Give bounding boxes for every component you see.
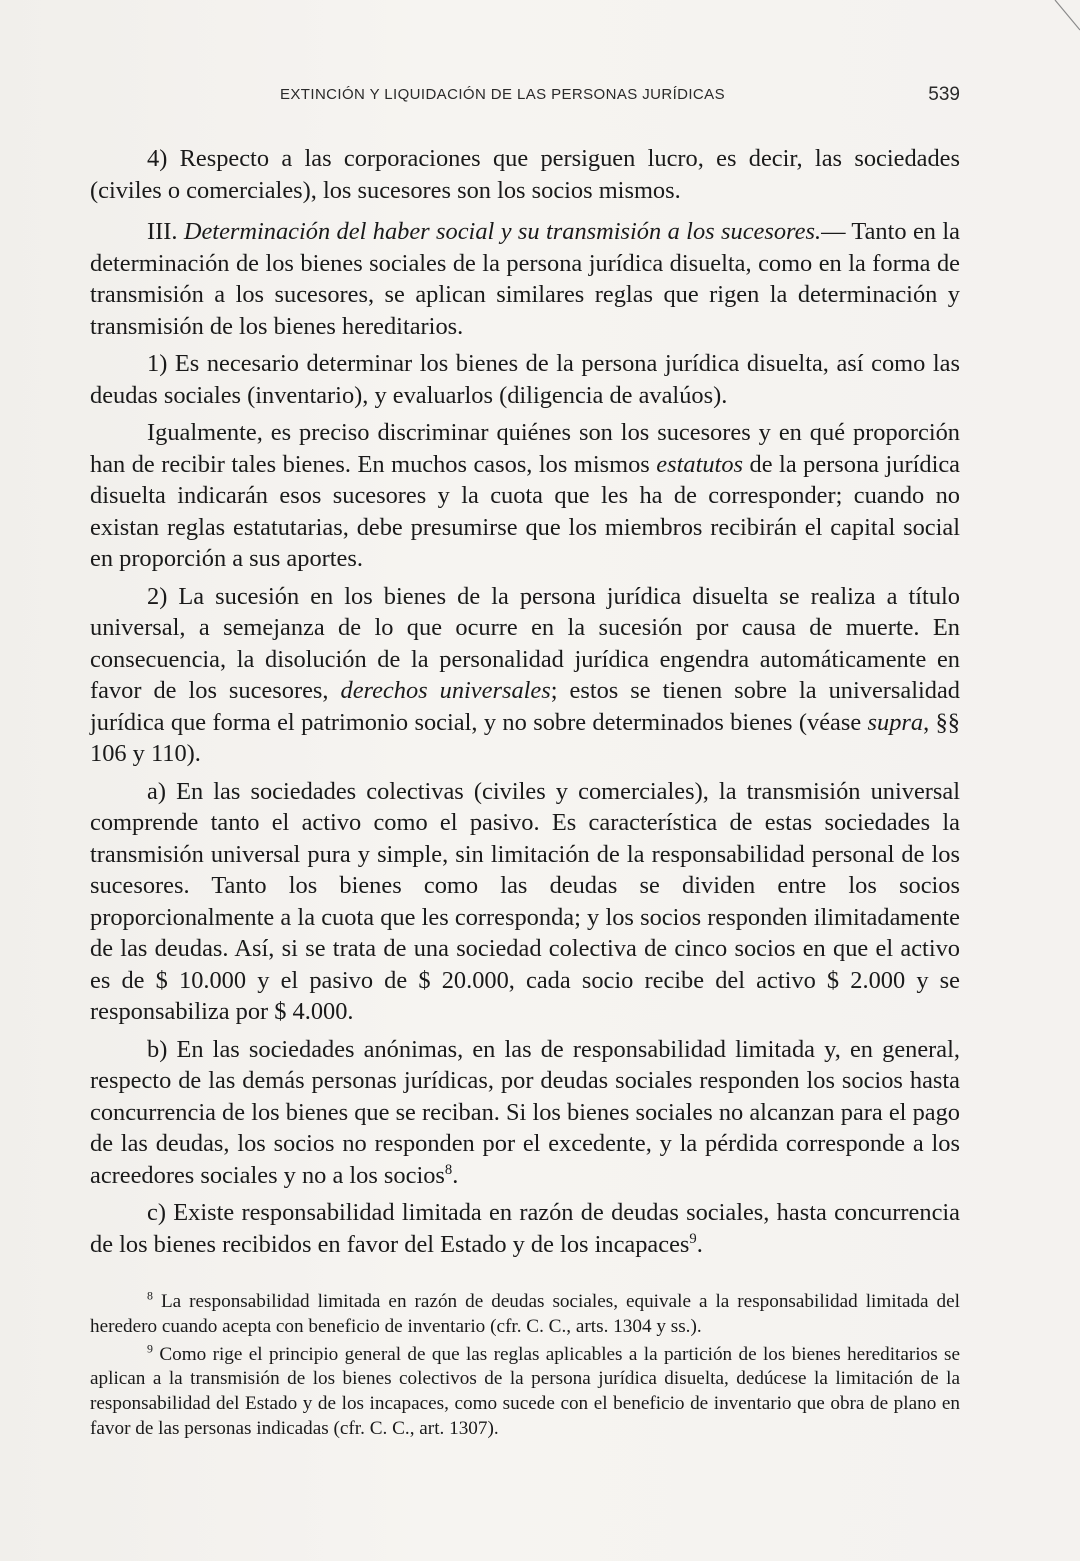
footnote-ref-8: 8 — [444, 1161, 453, 1178]
paragraph-1-inventory: 1) Es necesario determinar los bienes de la persona jurídica disuelta, así como las deudas sociales (inventario), y evaluarlos (diligencia de avalúos). — [90, 350, 960, 409]
section-iii-title: Determinación del haber social y su transmisión a los sucesores. — [183, 218, 822, 245]
paragraph-b-limited-societies: b) En las sociedades anónimas, en las de responsabilidad limitada y, en general, respecto de las demás personas jurídicas, por deudas sociales responden los socios hasta concurrencia de los bienes que se reciban. Si los bienes sociales no alcanzan para el pago de las deudas, los socios no responden por el excedente, y la pérdida corresponde a los acreedores sociales y no a los socios$^8$. — [90, 1035, 960, 1189]
page-header — [90, 86, 960, 112]
running-head: EXTINCIÓN Y LIQUIDACIÓN DE LAS PERSONAS JURÍDICAS — [280, 86, 725, 103]
footnotes — [90, 1290, 960, 1445]
footnote-ref-9: 9 — [689, 1230, 697, 1247]
footnote-8: $^8$ La responsabilidad limitada en razón de deudas sociales, equivale a la responsabilidad limitada del heredero cuando acepta con beneficio de inventario (cfr. C. C., arts. 1304 y ss.). — [90, 1288, 960, 1337]
section-iii-paragraph: III. Determinación del haber social y su transmisión a los sucesores.— Tanto en la determinación de los bienes sociales de la persona jurídica disuelta, como en la forma de transmisión a los sucesores, se aplican similares reglas que rigen la determinación y transmisión de los bienes hereditarios. — [90, 218, 960, 340]
paragraph-successors-proportion: Igualmente, es preciso discriminar quiénes son los sucesores y en qué proporción han de recibir tales bienes. En muchos casos, los mismos estatutos de la persona jurídica disuelta indicarán esos sucesores y la cuota que les ha de corresponder; cuando no existan reglas estatutarias, debe presumirse que los miembros recibirán el capital social en proporción a sus aportes. — [90, 419, 960, 572]
page-number: 539 — [928, 84, 960, 105]
paragraph-4-corporations: 4) Respecto a las corporaciones que persiguen lucro, es decir, las sociedades (civiles o comerciales), los sucesores son los socios mismos. — [90, 145, 960, 204]
page-corner-crease — [1020, 0, 1080, 60]
paragraph-c-state-incapaces: c) Existe responsabilidad limitada en razón de deudas sociales, hasta concurrencia de los bienes recibidos en favor del Estado y de los incapaces$^9$. — [90, 1199, 960, 1258]
paragraph-2-universal-succession: 2) La sucesión en los bienes de la persona jurídica disuelta se realiza a título universal, a semejanza de lo que ocurre en la sucesión por causa de muerte. En consecuencia, la disolución de la personalidad jurídica engendra automáticamente en favor de los sucesores, derechos universales; estos se tienen sobre la universalidad jurídica que forma el patrimonio social, y no sobre determinados bienes (véase supra, §§ 106 y 110). — [90, 582, 960, 767]
paragraph-a-collective-societies: a) En las sociedades colectivas (civiles y comerciales), la transmisión universal comprende tanto el activo como el pasivo. Es característica de estas sociedades la transmisión universal pura y simple, sin limitación de la responsabilidad personal de los sucesores. Tanto los bienes como las deudas se dividen entre los socios proporcionalmente a la cuota que les corresponda; y los socios responden ilimitadamente de las deudas. Así, si se trata de una sociedad colectiva de cinco socios en que el activo es de $ 10.000 y el pasivo de $ 20.000, cada socio recibe del activo $ 2.000 y se responsabiliza por $ 4.000. — [90, 777, 960, 1025]
footnote-9: $^9$ Como rige el principio general de que las reglas aplicables a la partición de los bienes hereditarios se aplican a la transmisión de los bienes colectivos de la persona jurídica disuelta, dedúcese la limitación de la responsabilidad del Estado y de los incapaces, como sucede con el beneficio de inventario que obra de plano en favor de las personas indicadas (cfr. C. C., art. 1307). — [90, 1341, 960, 1439]
main-text — [90, 143, 960, 1266]
